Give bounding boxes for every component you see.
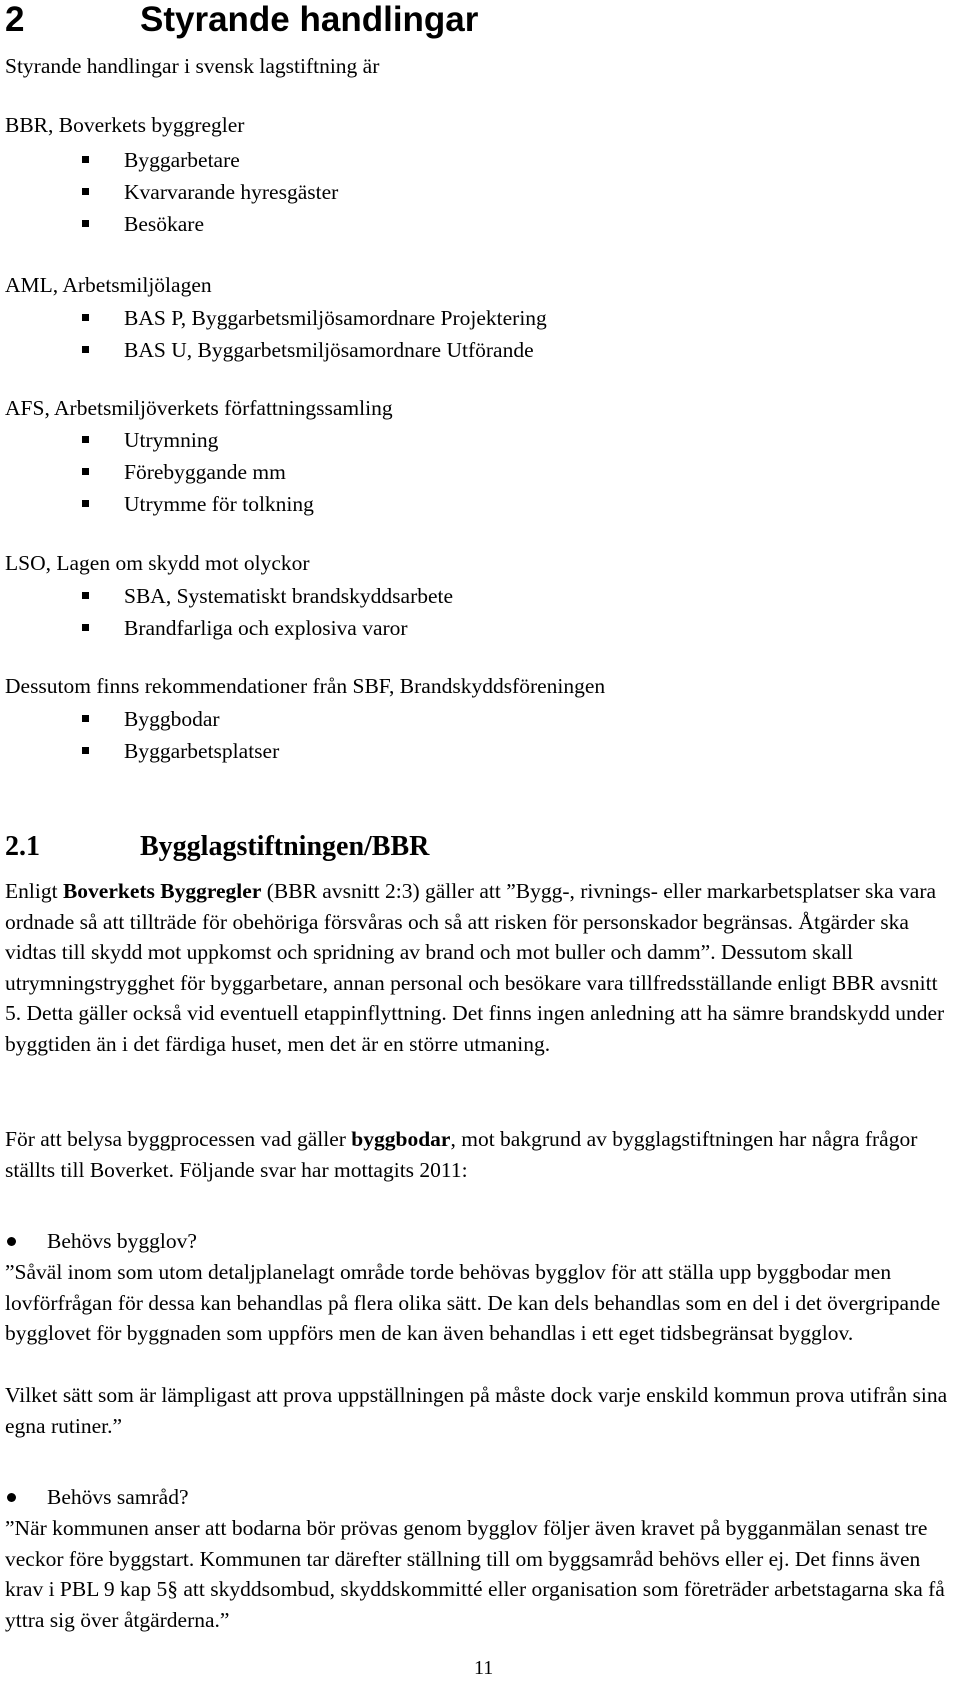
answer-bygglov-cont: Vilket sätt som är lämpligast att prova uppställningen på måste dock varje enskild kommun prova utifrån sina egna rutiner.” xyxy=(5,1383,948,1438)
list-item: Kvarvarande hyresgäster xyxy=(124,180,339,204)
question-samrad: Behövs samråd? xyxy=(47,1485,189,1509)
para2-text-start: För att belysa byggprocessen vad gäller xyxy=(5,1127,352,1151)
square-bullet-icon xyxy=(82,220,89,227)
group-title-afs: AFS, Arbetsmiljöverkets författningssamling xyxy=(5,396,393,420)
square-bullet-icon xyxy=(82,715,89,722)
section-number: 2.1 xyxy=(5,831,40,862)
list-item: SBA, Systematiskt brandskyddsarbete xyxy=(124,584,454,608)
bullet-dot-icon xyxy=(7,1493,16,1502)
group-title-bbr: BBR, Boverkets byggregler xyxy=(5,113,245,137)
list-item: Byggbodar xyxy=(124,707,220,731)
list-item: Besökare xyxy=(124,212,204,236)
list-item: BAS U, Byggarbetsmiljösamordnare Utförande xyxy=(124,338,534,362)
intro-text: Styrande handlingar i svensk lagstiftning är xyxy=(5,54,380,78)
square-bullet-icon xyxy=(82,592,89,599)
page-number: 11 xyxy=(474,1657,494,1679)
para1-bold-term: Boverkets Byggregler xyxy=(62,879,262,903)
list-item: Brandfarliga och explosiva varor xyxy=(124,616,408,640)
para1-text-start: Enligt xyxy=(5,879,63,903)
square-bullet-icon xyxy=(82,500,89,507)
list-item: BAS P, Byggarbetsmiljösamordnare Projektering xyxy=(124,306,547,330)
list-item: Byggarbetsplatser xyxy=(124,739,280,763)
answer-bygglov: ”Såväl inom som utom detaljplanelagt område torde behövas bygglov för att ställa upp byggbodar men lovförfrågan för dessa kan behandlas på flera olika sätt. De kan dels behandlas som en del i det övergripande bygglovet för byggnaden som uppförs men de kan även behandlas i ett eget tidsbegränsat bygglov. xyxy=(5,1260,941,1346)
paragraph-bbr xyxy=(5,876,955,1060)
para2-text-rest: , mot bakgrund av bygglagstiftningen har några frågor ställts till Boverket. Följande svar har mottagits 2011: xyxy=(5,1127,918,1182)
chapter-title: Styrande handlingar xyxy=(140,0,479,39)
answer-samrad: ”När kommunen anser att bodarna bör prövas genom bygglov följer även kravet på bygganmälan senast tre veckor före byggstart. Kommunen tar därefter ställning till om byggsamråd behövs eller ej. Det finns även krav i PBL 9 kap 5§ att skyddsombud, skyddskommitté eller organisation som företräder arbetstagarna ska få yttra sig över åtgärderna.” xyxy=(5,1516,945,1632)
paragraph-byggbodar xyxy=(5,1124,955,1185)
para2-bold-term: byggbodar xyxy=(351,1127,451,1151)
square-bullet-icon xyxy=(82,624,89,631)
question-bygglov: Behövs bygglov? xyxy=(47,1229,197,1253)
list-item: Utrymning xyxy=(124,428,219,452)
list-item: Utrymme för tolkning xyxy=(124,492,314,516)
square-bullet-icon xyxy=(82,747,89,754)
group-title-sbf: Dessutom finns rekommendationer från SBF, Brandskyddsföreningen xyxy=(5,674,606,698)
square-bullet-icon xyxy=(82,468,89,475)
square-bullet-icon xyxy=(82,156,89,163)
chapter-number: 2 xyxy=(5,0,25,39)
bullet-dot-icon xyxy=(7,1237,16,1246)
list-item: Förebyggande mm xyxy=(124,460,286,484)
group-title-aml: AML, Arbetsmiljölagen xyxy=(5,273,212,297)
para1-text-rest: (BBR avsnitt 2:3) gäller att ”Bygg-, rivnings- eller markarbetsplatser ska vara ordnade så att tillträde för obehöriga försvåras och så att risken för personskador begränsas. Åtgärder ska vidtas till skydd mot uppkomst och spridning av brand och mot buller och damm”. Dessutom skall utrymningstrygghet för byggarbetare, annan personal och besökare vara tillfredsställande enligt BBR avsnitt 5. Detta gäller också vid eventuell etappinflyttning. Det finns ingen anledning att ha sämre brandskydd under byggtiden än i det färdiga huset, men det är en större utmaning. xyxy=(5,879,945,1056)
square-bullet-icon xyxy=(82,436,89,443)
list-item: Byggarbetare xyxy=(124,148,240,172)
section-title: Bygglagstiftningen/BBR xyxy=(140,831,430,862)
square-bullet-icon xyxy=(82,314,89,321)
group-title-lso: LSO, Lagen om skydd mot olyckor xyxy=(5,551,310,575)
square-bullet-icon xyxy=(82,188,89,195)
square-bullet-icon xyxy=(82,346,89,353)
